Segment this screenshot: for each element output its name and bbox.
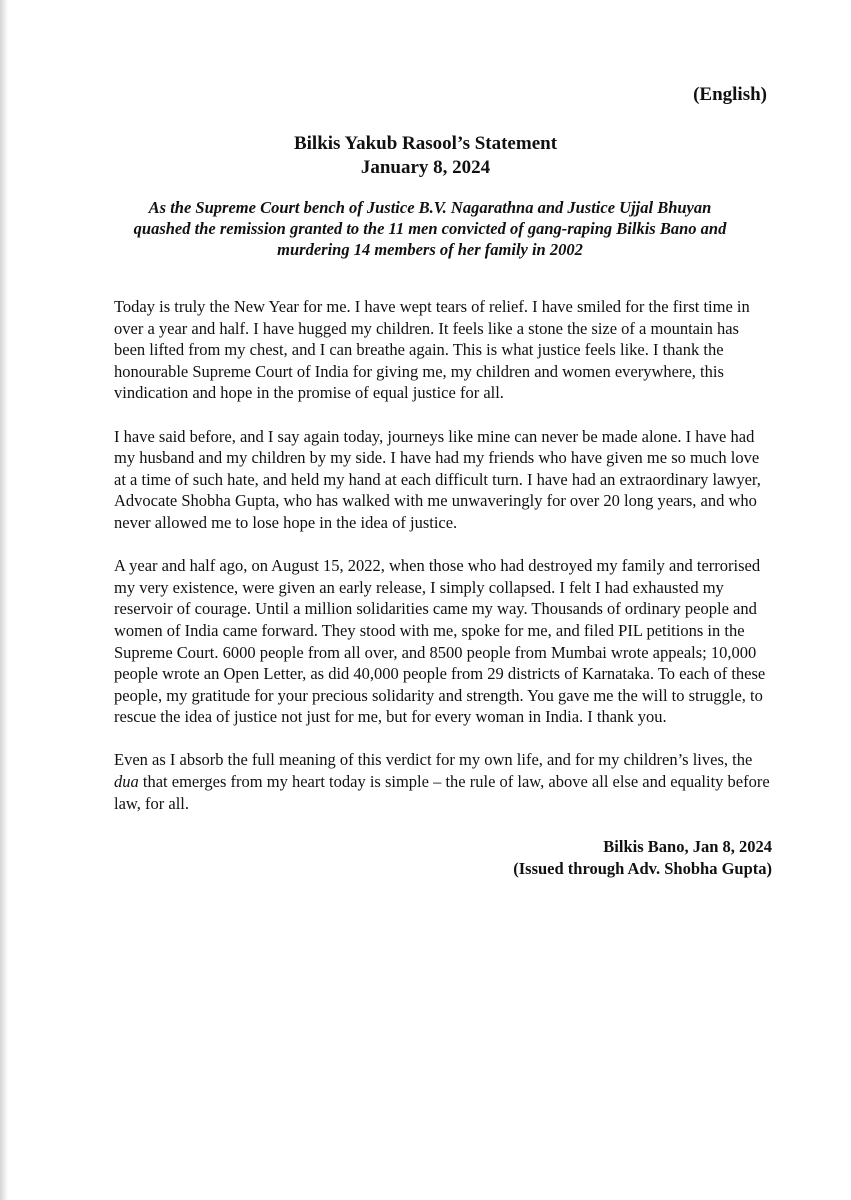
signature-name-date: Bilkis Bano, Jan 8, 2024 (603, 837, 772, 856)
language-label: (English) (693, 84, 767, 105)
title-block (0, 132, 851, 180)
page-edge-shadow (0, 0, 8, 1200)
paragraph-4 (114, 749, 774, 814)
statement-title: Bilkis Yakub Rasool’s Statement (293, 133, 558, 154)
statement-body (114, 296, 774, 836)
paragraph-4-emphasis: dua (114, 772, 139, 792)
signature-block (513, 836, 772, 880)
paragraph-3: A year and half ago, on August 15, 2022, when those who had destroyed my family and terrorised my very existence, were given an early release, I simply collapsed. I felt I had exhausted my reservoir of courage. Until a million solidarities came my way. Thousands of ordinary people and women of India came forward. They stood with me, spoke for me, and filed PIL petitions in the Supreme Court. 6000 people from all over, and 8500 people from Mumbai wrote appeals; 10,000 people wrote an Open Letter, as did 40,000 people from 29 districts of Karnataka. To each of these people, my gratitude for your precious solidarity and strength. You gave me the will to struggle, to rescue the idea of justice not just for me, but for every woman in India. I thank you. (114, 556, 766, 727)
statement-date: January 8, 2024 (360, 157, 491, 178)
paragraph-4-after: that emerges from my heart today is simple – the rule of law, above all else and equality before law, for all. (114, 772, 770, 813)
paragraph-1: Today is truly the New Year for me. I have wept tears of relief. I have smiled for the first time in over a year and half. I have hugged my children. It feels like a stone the size of a mountain has been lifted from my chest, and I can breathe again. This is what justice feels like. I thank the honourable Supreme Court of India for giving me, my children and women everywhere, this vindication and hope in the promise of equal justice for all. (114, 297, 750, 403)
paragraph-4-before: Even as I absorb the full meaning of this verdict for my own life, and for my children’s lives, the (114, 750, 753, 770)
signature-issued-through: (Issued through Adv. Shobha Gupta) (513, 859, 772, 878)
statement-subtitle: As the Supreme Court bench of Justice B.V. Nagarathna and Justice Ujjal Bhuyan quashed the remission granted to the 11 men convicted of gang-raping Bilkis Bano and murdering 14 members of her family in 2002 (133, 198, 727, 259)
paragraph-2: I have said before, and I say again today, journeys like mine can never be made alone. I have had my husband and my children by my side. I have had my friends who have given me so much love at a time of such hate, and held my hand at each difficult turn. I have had an extraordinary lawyer, Advocate Shobha Gupta, who has walked with me unwaveringly for over 20 long years, and who never allowed me to lose hope in the idea of justice. (114, 426, 761, 532)
